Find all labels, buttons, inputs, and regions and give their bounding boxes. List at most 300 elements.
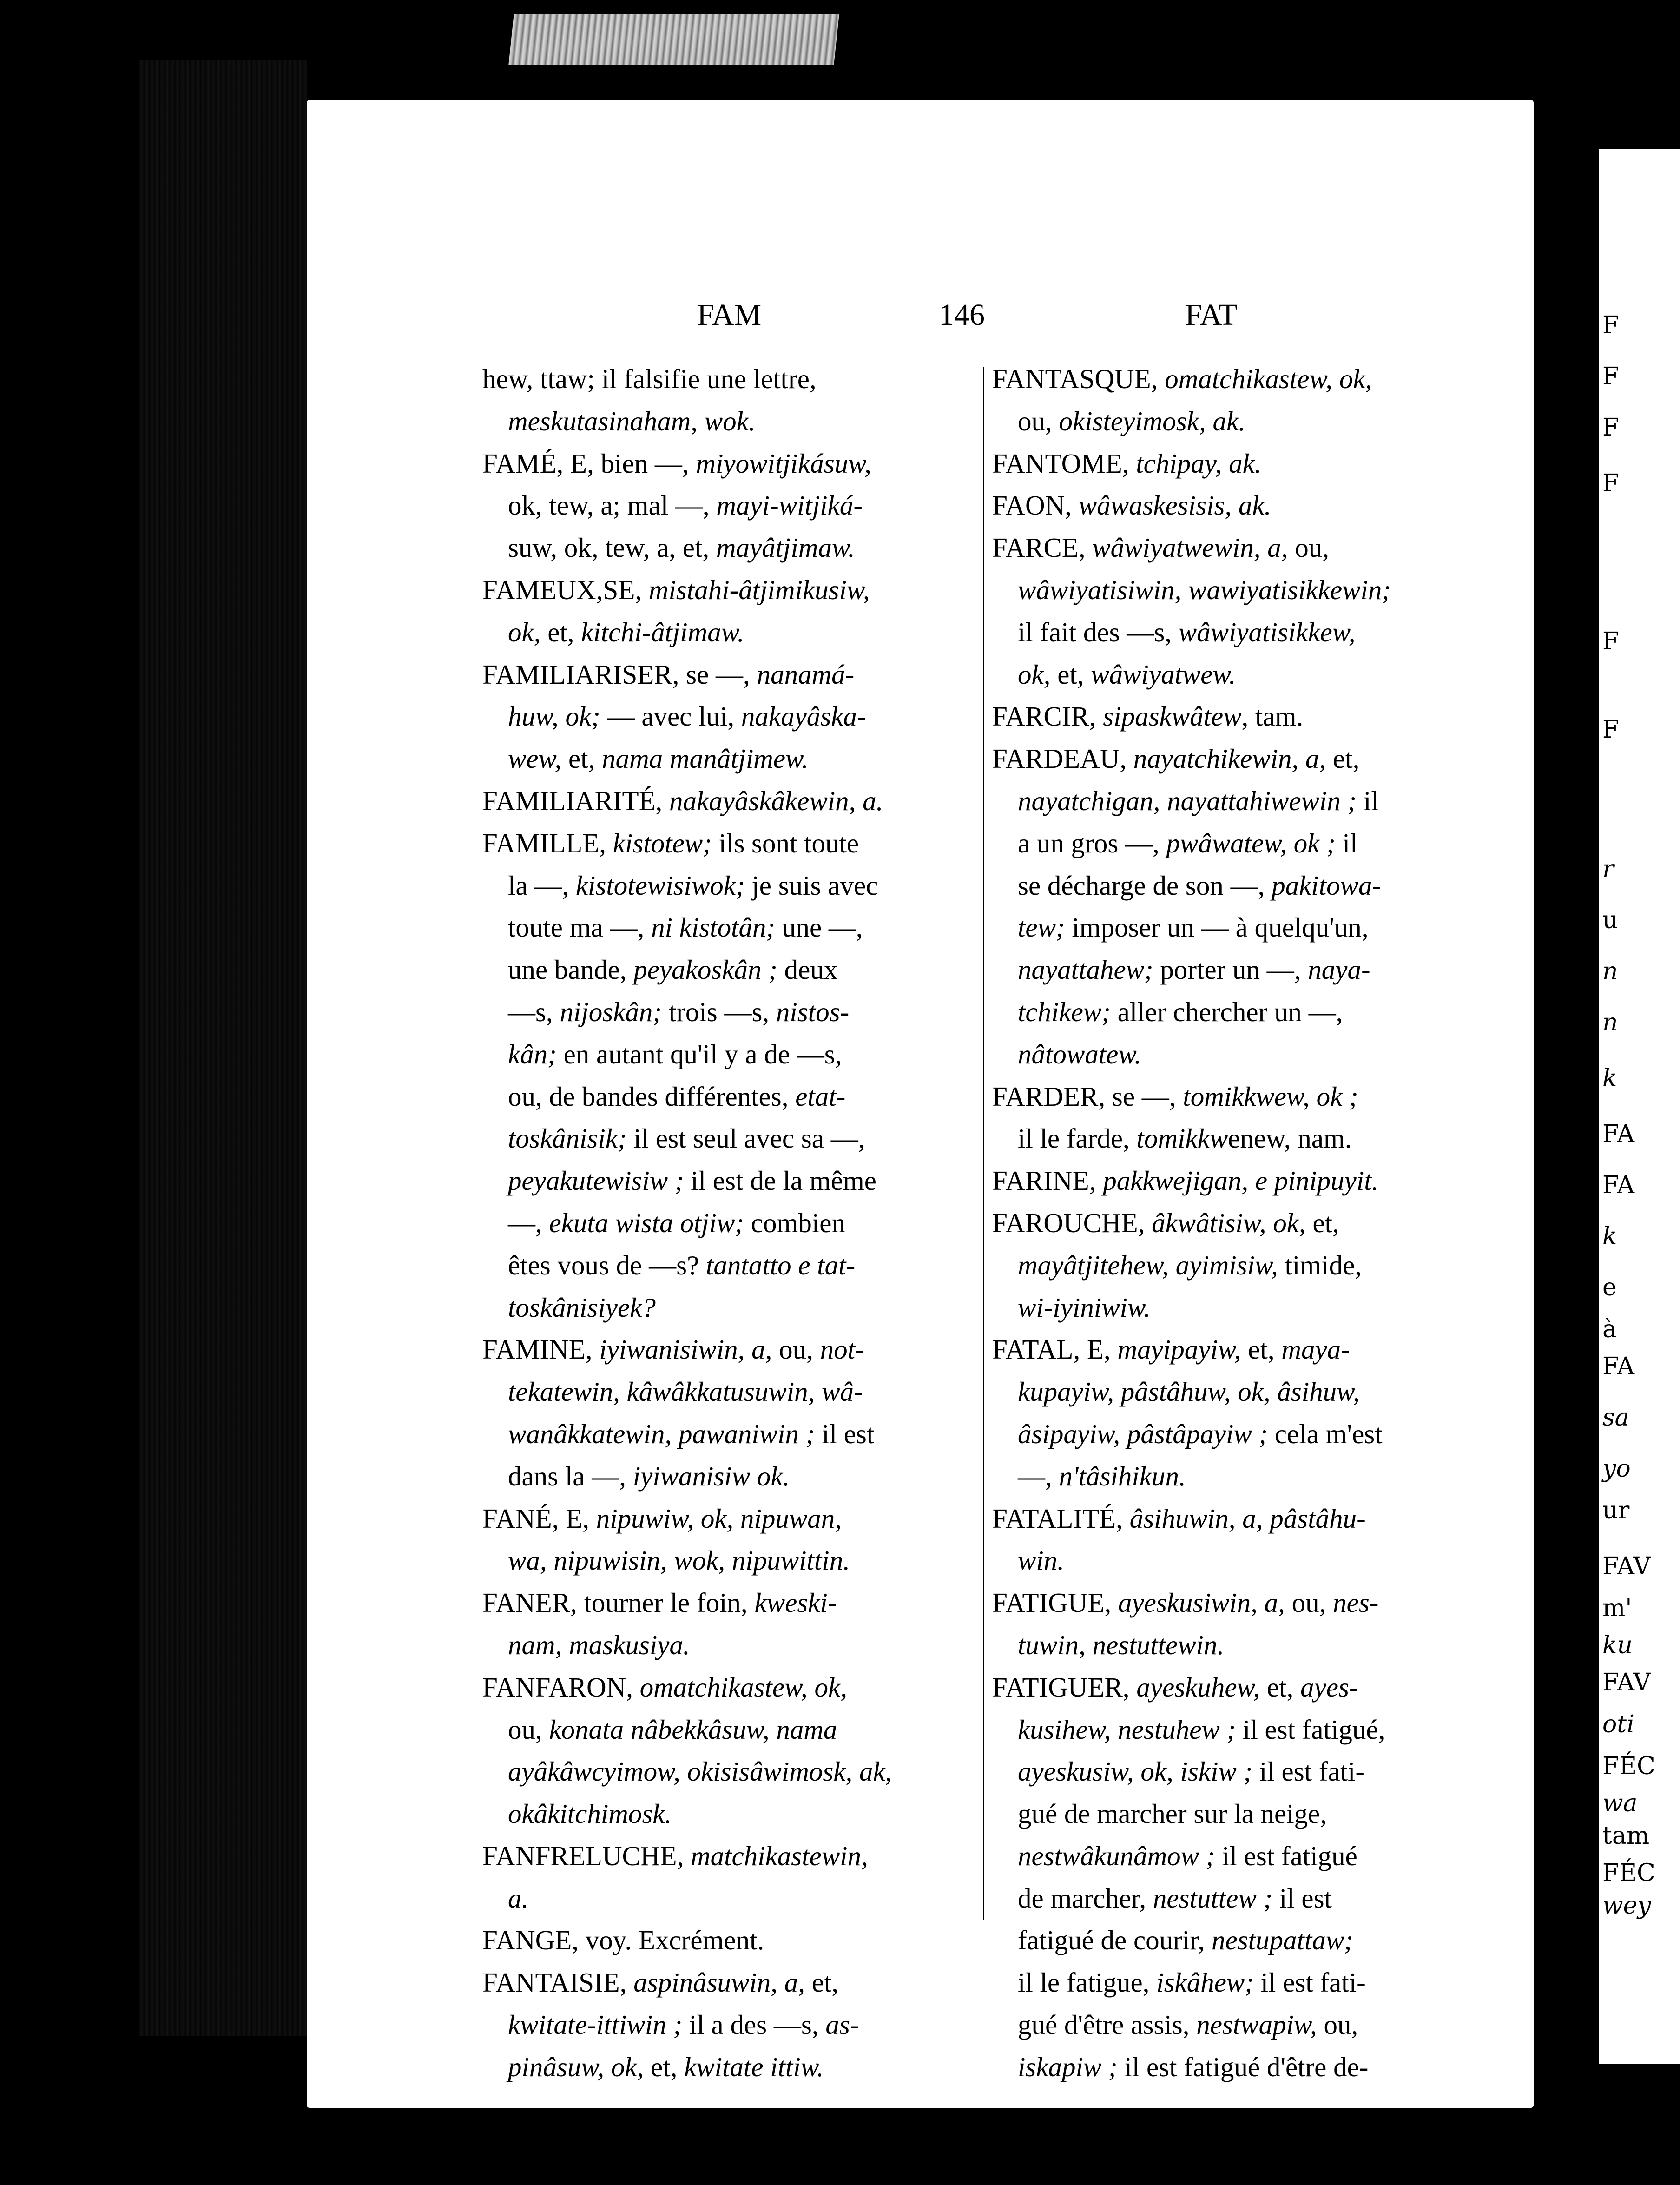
cree-text: nijoskân;	[560, 996, 662, 1027]
french-text: il est fati-	[1253, 1967, 1366, 1998]
cree-text: tew;	[1018, 912, 1065, 943]
dictionary-line	[992, 484, 1476, 527]
french-text: ou,	[1288, 532, 1330, 563]
cree-text: tchikew;	[1018, 996, 1111, 1027]
french-text: FAMINE,	[482, 1334, 600, 1365]
cree-text: iskâhew;	[1156, 1967, 1254, 1998]
next-page-text-fragment: FAV	[1602, 1669, 1651, 1697]
dictionary-line	[482, 2046, 966, 2088]
next-page-text-fragment: m'	[1602, 1594, 1632, 1622]
cree-text: ok,	[1018, 659, 1051, 690]
french-text: ou,	[1317, 2009, 1358, 2040]
next-page-text-fragment: n	[1602, 957, 1618, 985]
dictionary-line	[992, 1328, 1476, 1371]
cree-text: matchikastewin,	[691, 1840, 868, 1871]
dictionary-line	[992, 1202, 1476, 1244]
french-text: FAMILIARISER, se —,	[482, 659, 757, 690]
cree-text: nakayâska-	[741, 701, 866, 732]
cree-text: toskânisik;	[508, 1123, 627, 1154]
french-text: FARCIR,	[992, 701, 1103, 732]
cree-text: meskutasinaham, wok.	[508, 405, 756, 436]
dictionary-line	[482, 1709, 966, 1751]
dictionary-line	[992, 442, 1476, 485]
cree-text: huw, ok;	[508, 701, 600, 732]
dictionary-line	[992, 949, 1476, 991]
cree-text: nipuwiw, ok, nipuwan,	[596, 1503, 842, 1534]
dictionary-line	[482, 1244, 966, 1287]
next-page-text-fragment: à	[1602, 1315, 1617, 1343]
cree-text: tantatto e tat-	[706, 1249, 856, 1281]
dictionary-line	[482, 865, 966, 907]
dictionary-line	[992, 906, 1476, 949]
cree-text: ayes-	[1300, 1671, 1358, 1703]
dictionary-line	[482, 1835, 966, 1877]
cree-text: not-	[820, 1334, 864, 1365]
dictionary-line	[482, 1793, 966, 1835]
french-text: et,	[1241, 1334, 1282, 1365]
french-text: FATAL, E,	[992, 1334, 1118, 1365]
cree-text: pinâsuw, ok,	[508, 2051, 644, 2082]
dictionary-line	[482, 1498, 966, 1540]
french-text: FANTOME,	[992, 448, 1136, 479]
french-text: FAROUCHE,	[992, 1207, 1152, 1238]
next-page-text-fragment: ku	[1602, 1631, 1633, 1659]
french-text: et,	[1050, 659, 1091, 690]
french-text: FAMEUX,SE,	[482, 574, 649, 605]
french-text: a un gros —,	[1018, 827, 1166, 858]
cree-text: kistotew;	[613, 827, 712, 858]
dictionary-line	[482, 1202, 966, 1244]
dictionary-line	[992, 400, 1476, 442]
cree-text: sipaskwâtew	[1103, 701, 1242, 732]
cree-text: iskapiw ;	[1018, 2051, 1118, 2082]
dictionary-line	[992, 2004, 1476, 2046]
next-page-text-fragment: e	[1602, 1274, 1617, 1301]
dictionary-line	[482, 400, 966, 442]
french-text: hew, ttaw; il falsifie une lettre,	[482, 363, 817, 394]
cree-text: n'tâsihikun.	[1059, 1460, 1186, 1492]
dictionary-line	[482, 1328, 966, 1371]
french-text: FAMÉ, E, bien —,	[482, 448, 696, 479]
french-text: il est fatigué d'être de-	[1117, 2051, 1369, 2082]
french-text: deux	[777, 954, 838, 985]
french-text: —s,	[508, 996, 560, 1027]
cree-text: peyakoskân ;	[633, 954, 777, 985]
french-text: et,	[547, 616, 581, 647]
cree-text: pakkwejigan, e pinipuyit.	[1103, 1165, 1379, 1196]
cree-text: tchipay, ak.	[1136, 448, 1262, 479]
cree-text: kitchi-âtjimaw.	[581, 616, 744, 647]
dictionary-line	[992, 1287, 1476, 1329]
column-divider	[983, 367, 984, 1920]
dictionary-line	[992, 1076, 1476, 1118]
french-text: ou,	[1018, 405, 1059, 436]
french-text: et,	[561, 743, 602, 774]
cree-text: nama manâtjimew.	[602, 743, 809, 774]
cree-text: kistotewisiwok;	[575, 870, 745, 901]
french-text: FATIGUER,	[992, 1671, 1137, 1703]
french-text: il le farde,	[1018, 1123, 1137, 1154]
next-page-text-fragment: FÉC	[1602, 1859, 1655, 1887]
cree-text: mayâtjitehew, ayimisiw,	[1018, 1249, 1278, 1281]
french-text: FATIGUE,	[992, 1587, 1118, 1618]
book-binding-edge	[139, 60, 307, 2036]
french-text: —,	[508, 1207, 549, 1238]
french-text: imposer un — à quelqu'un,	[1065, 912, 1369, 943]
dictionary-line	[992, 1244, 1476, 1287]
french-text: FARDEAU,	[992, 743, 1133, 774]
cree-text: tomikkwew, ok ;	[1183, 1081, 1358, 1112]
running-head-left: FAM	[697, 298, 762, 332]
dictionary-line	[482, 569, 966, 611]
cree-text: etat-	[795, 1081, 846, 1112]
cree-text: iyiwanisiwin, a,	[599, 1334, 772, 1365]
cree-text: âkwâtisiw, ok,	[1152, 1207, 1306, 1238]
french-text: en autant qu'il y a de —s,	[556, 1038, 842, 1069]
dictionary-line	[482, 1117, 966, 1160]
dictionary-line	[482, 780, 966, 822]
cree-text: wew,	[508, 743, 562, 774]
cree-text: âsihuwin, a, pâstâhu-	[1129, 1503, 1366, 1534]
cree-text: kwitate-ittiwin ;	[508, 2009, 683, 2040]
french-text: FANFRELUCHE,	[482, 1840, 691, 1871]
cree-text: nestwâkunâmow ;	[1018, 1840, 1215, 1871]
cree-text: nanamá-	[757, 659, 855, 690]
next-page-text-fragment: F	[1602, 311, 1620, 339]
dictionary-line	[482, 2004, 966, 2046]
cree-text: aspinâsuwin, a,	[633, 1967, 805, 1998]
dictionary-line	[482, 1666, 966, 1709]
cree-text: wâwiyatwewin, a,	[1092, 532, 1288, 563]
dictionary-line	[992, 1117, 1476, 1160]
french-text: combien	[744, 1207, 845, 1238]
dictionary-line	[482, 1961, 966, 2004]
dictionary-line	[992, 527, 1476, 569]
dictionary-line	[992, 822, 1476, 865]
french-text: je suis avec	[744, 870, 878, 901]
cree-text: nam, maskusiya.	[508, 1629, 690, 1660]
dictionary-line	[992, 1160, 1476, 1202]
french-text: ou,	[772, 1334, 820, 1365]
dictionary-line	[482, 1076, 966, 1118]
cree-text: nayatchikewin, a,	[1133, 743, 1326, 774]
cree-text: okâkitchimosk.	[508, 1798, 672, 1829]
next-page-text-fragment: sa	[1602, 1404, 1629, 1432]
french-text: il est fatigué	[1215, 1840, 1357, 1871]
next-page-fragment	[1599, 149, 1680, 2064]
next-page-text-fragment: ur	[1602, 1497, 1630, 1525]
french-text: ils sont toute	[712, 827, 859, 858]
dictionary-line	[482, 611, 966, 654]
cree-text: kwitate ittiw.	[684, 2051, 824, 2082]
cree-text: pakitowa-	[1272, 870, 1382, 901]
dictionary-line	[482, 442, 966, 485]
cree-text: ayeskusiw, ok, iskiw ;	[1018, 1756, 1253, 1787]
dictionary-line	[482, 1877, 966, 1920]
dictionary-line	[992, 611, 1476, 654]
cree-text: toskânisiyek?	[508, 1292, 656, 1323]
french-text: fatigué de courir,	[1018, 1925, 1212, 1956]
cree-text: nâtowatew.	[1018, 1038, 1142, 1069]
french-text: de marcher,	[1018, 1882, 1153, 1914]
cree-text: nestwapiw,	[1196, 2009, 1317, 2040]
dictionary-line	[482, 1033, 966, 1076]
dictionary-line	[992, 1033, 1476, 1076]
dictionary-line	[482, 1750, 966, 1793]
running-head	[483, 297, 1413, 339]
dictionary-line	[992, 1624, 1476, 1666]
cree-text: konata nâbekkâsuw, nama	[549, 1714, 837, 1745]
cree-text: okisteyimosk, ak.	[1059, 405, 1245, 436]
cree-text: mayi-witjiká-	[716, 490, 863, 521]
dictionary-line	[482, 484, 966, 527]
french-text: il est	[815, 1418, 875, 1449]
french-text: FAMILIARITÉ,	[482, 785, 670, 816]
french-text: il le fatigue,	[1018, 1967, 1157, 1998]
dictionary-line	[482, 1287, 966, 1329]
french-text: il est de la même	[684, 1165, 876, 1196]
french-text: FANTASQUE,	[992, 363, 1165, 394]
french-text: dans la —,	[508, 1460, 633, 1492]
french-text: il est fati-	[1252, 1756, 1365, 1787]
cree-text: ayeskuhew,	[1136, 1671, 1260, 1703]
next-page-text-fragment: FAV	[1602, 1552, 1651, 1580]
right-column	[992, 358, 1476, 2088]
cree-text: a.	[508, 1882, 529, 1914]
dictionary-line	[992, 1539, 1476, 1582]
french-text: une —,	[775, 912, 863, 943]
cree-text: iyiwanisiw ok.	[632, 1460, 790, 1492]
french-text: ou, de bandes différentes,	[508, 1081, 796, 1112]
dictionary-line	[482, 991, 966, 1033]
dictionary-line	[482, 1455, 966, 1498]
dictionary-line	[482, 358, 966, 400]
next-page-text-fragment: tam	[1602, 1822, 1650, 1850]
dictionary-line	[482, 738, 966, 780]
french-text: et,	[1260, 1671, 1301, 1703]
page-number: 146	[939, 298, 985, 332]
dictionary-line	[992, 695, 1476, 738]
french-text: il est	[1272, 1882, 1332, 1914]
next-page-text-fragment: u	[1602, 906, 1618, 934]
cree-text: omatchikastew, ok,	[639, 1671, 847, 1703]
french-text: porter un —,	[1153, 954, 1308, 985]
next-page-text-fragment: wey	[1602, 1892, 1651, 1920]
dictionary-line	[992, 865, 1476, 907]
cree-text: miyowitjikásuw,	[696, 448, 871, 479]
french-text: il fait des —s,	[1018, 616, 1179, 647]
dictionary-line	[482, 527, 966, 569]
french-text: et,	[805, 1967, 839, 1998]
french-text: , tam.	[1241, 701, 1304, 732]
french-text: il	[1357, 785, 1379, 816]
cree-text: nes-	[1333, 1587, 1379, 1618]
cree-text: kweski-	[754, 1587, 837, 1618]
next-page-text-fragment: oti	[1602, 1710, 1634, 1738]
next-page-text-fragment: F	[1602, 363, 1620, 390]
dictionary-line	[482, 695, 966, 738]
dictionary-line	[992, 1498, 1476, 1540]
french-text: FANGE, voy. Excrément.	[482, 1925, 764, 1956]
cree-text: naya-	[1308, 954, 1370, 985]
french-text: il est fatigué,	[1236, 1714, 1385, 1745]
dictionary-line	[992, 1371, 1476, 1413]
cree-text: tomikkw	[1136, 1123, 1228, 1154]
french-text: se décharge de son —,	[1018, 870, 1272, 901]
next-page-text-fragment: k	[1602, 1064, 1617, 1092]
dictionary-line	[992, 1835, 1476, 1877]
french-text: gué de marcher sur la neige,	[1018, 1798, 1327, 1829]
cree-text: win.	[1018, 1545, 1064, 1576]
french-text: toute ma —,	[508, 912, 652, 943]
french-text: aller chercher un —,	[1110, 996, 1343, 1027]
french-text: ou,	[1285, 1587, 1333, 1618]
dictionary-line	[992, 358, 1476, 400]
dictionary-line	[992, 1919, 1476, 1961]
french-text: enew, nam.	[1228, 1123, 1352, 1154]
dictionary-line	[992, 654, 1476, 696]
dictionary-line	[992, 1750, 1476, 1793]
french-text: FATALITÉ,	[992, 1503, 1130, 1534]
next-page-text-fragment: F	[1602, 414, 1620, 442]
next-page-text-fragment: FÉC	[1602, 1752, 1655, 1780]
french-text: et,	[644, 2051, 685, 2082]
next-page-text-fragment: wa	[1602, 1789, 1638, 1817]
dictionary-line	[992, 1413, 1476, 1455]
cree-text: ekuta wista otjiw;	[549, 1207, 744, 1238]
french-text: timide,	[1278, 1249, 1362, 1281]
french-text: une bande,	[508, 954, 634, 985]
cree-text: maya-	[1281, 1334, 1350, 1365]
next-page-text-fragment: F	[1602, 469, 1620, 497]
dictionary-line	[992, 1582, 1476, 1624]
french-text: FAON,	[992, 490, 1079, 521]
cree-text: wa, nipuwisin, wok, nipuwittin.	[508, 1545, 850, 1576]
cree-text: nestuttew ;	[1153, 1882, 1273, 1914]
french-text: suw, ok, tew, a, et,	[508, 532, 716, 563]
dictionary-line	[482, 1582, 966, 1624]
dictionary-line	[992, 738, 1476, 780]
french-text: FARINE,	[992, 1165, 1103, 1196]
next-page-text-fragment: k	[1602, 1222, 1617, 1250]
french-text: la —,	[508, 870, 576, 901]
cree-text: mayipayiw,	[1117, 1334, 1241, 1365]
french-text: il a des —s,	[682, 2009, 826, 2040]
cree-text: wâwiyatwew.	[1091, 659, 1236, 690]
cree-text: kusihew, nestuhew ;	[1018, 1714, 1236, 1745]
cree-text: peyakutewisiw ;	[508, 1165, 684, 1196]
next-page-text-fragment: F	[1602, 716, 1620, 744]
dictionary-line	[482, 949, 966, 991]
dictionary-line	[992, 1455, 1476, 1498]
french-text: — avec lui,	[600, 701, 741, 732]
cree-text: wanâkkatewin, pawaniwin ;	[508, 1418, 815, 1449]
cree-text: mayâtjimaw.	[716, 532, 855, 563]
dictionary-line	[992, 1709, 1476, 1751]
dictionary-line	[482, 1371, 966, 1413]
french-text: FANER, tourner le foin,	[482, 1587, 755, 1618]
cree-text: wi-iyiniwiw.	[1018, 1292, 1151, 1323]
dictionary-line	[482, 1539, 966, 1582]
french-text: FARDER, se —,	[992, 1081, 1183, 1112]
cree-text: as-	[825, 2009, 859, 2040]
next-page-text-fragment: FA	[1602, 1120, 1635, 1148]
french-text: —,	[1018, 1460, 1059, 1492]
french-text: et,	[1326, 743, 1360, 774]
dictionary-line	[992, 1666, 1476, 1709]
dictionary-line	[992, 569, 1476, 611]
cree-text: wâwiyatisiwin, wawiyatisikkewin;	[1018, 574, 1391, 605]
dictionary-line	[992, 780, 1476, 822]
french-text: ou,	[508, 1714, 549, 1745]
cree-text: omatchikastew, ok,	[1165, 363, 1372, 394]
french-text: FAMILLE,	[482, 827, 613, 858]
next-page-text-fragment: r	[1602, 855, 1614, 883]
dictionary-line	[482, 654, 966, 696]
dictionary-line	[992, 2046, 1476, 2088]
cree-text: wâwaskesisis, ak.	[1078, 490, 1272, 521]
dictionary-line	[482, 822, 966, 865]
top-smudge-artifact	[508, 14, 839, 65]
french-text: ok, tew, a; mal —,	[508, 490, 717, 521]
cree-text: kupayiw, pâstâhuw, ok, âsihuw,	[1018, 1376, 1360, 1407]
cree-text: nestupattaw;	[1212, 1925, 1353, 1956]
dictionary-line	[992, 1961, 1476, 2004]
next-page-text-fragment: F	[1602, 627, 1620, 655]
dictionary-line	[992, 1877, 1476, 1920]
running-head-right: FAT	[1185, 298, 1238, 332]
next-page-text-fragment: n	[1602, 1009, 1618, 1036]
cree-text: ok,	[508, 616, 548, 647]
french-text: FARCE,	[992, 532, 1093, 563]
cree-text: nayattahew;	[1018, 954, 1153, 985]
french-text: êtes vous de —s?	[508, 1249, 706, 1281]
cree-text: ni kistotân;	[651, 912, 776, 943]
dictionary-line	[992, 1793, 1476, 1835]
cree-text: wâwiyatisikkew,	[1178, 616, 1356, 647]
cree-text: âsipayiw, pâstâpayiw ;	[1018, 1418, 1268, 1449]
cree-text: nistos-	[776, 996, 850, 1027]
left-column	[482, 358, 966, 2088]
french-text: cela m'est	[1268, 1418, 1383, 1449]
french-text: FANTAISIE,	[482, 1967, 634, 1998]
cree-text: mistahi-âtjimikusiw,	[648, 574, 870, 605]
dictionary-line	[482, 906, 966, 949]
dictionary-line	[992, 991, 1476, 1033]
cree-text: kân;	[508, 1038, 557, 1069]
dictionary-line	[482, 1624, 966, 1666]
cree-text: ayeskusiwin, a,	[1118, 1587, 1285, 1618]
french-text: FANFARON,	[482, 1671, 640, 1703]
next-page-text-fragment: FA	[1602, 1353, 1635, 1380]
dictionary-line	[482, 1413, 966, 1455]
french-text: et,	[1305, 1207, 1339, 1238]
cree-text: tuwin, nestuttewin.	[1018, 1629, 1225, 1660]
dictionary-line	[482, 1160, 966, 1202]
cree-text: pwâwatew, ok ;	[1166, 827, 1336, 858]
cree-text: ayâkâwcyimow, okisisâwimosk, ak,	[508, 1756, 892, 1787]
dictionary-line	[482, 1919, 966, 1961]
french-text: gué d'être assis,	[1018, 2009, 1197, 2040]
french-text: trois —s,	[662, 996, 776, 1027]
next-page-text-fragment: yo	[1602, 1455, 1631, 1483]
next-page-text-fragment: FA	[1602, 1171, 1635, 1199]
french-text: FANÉ, E,	[482, 1503, 596, 1534]
cree-text: nayatchigan, nayattahiwewin ;	[1018, 785, 1357, 816]
french-text: il est seul avec sa —,	[626, 1123, 865, 1154]
cree-text: nakayâskâkewin, a.	[669, 785, 883, 816]
cree-text: tekatewin, kâwâkkatusuwin, wâ-	[508, 1376, 863, 1407]
